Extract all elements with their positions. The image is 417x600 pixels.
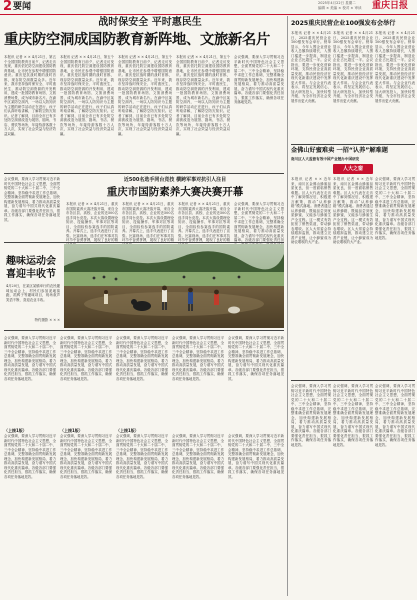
mid-col-3: 本报讯 记者 × × 4月21日，重庆市国防素养大赛决赛开幕，来自全市各区县、高校、企业的近500名选手同台竞技。本次大赛设置理论知识、技能操作、军事对抗等项目，全面检验参赛选手的国防素养。开幕式上，选手代表进行了宣誓。比赛现场，选手们在军事对抗环节中奋勇拼搏，展现了良好的精 xyxy=(178,202,230,242)
photo-bottom-divider xyxy=(4,330,284,331)
bottom-lower-col-3: 会议强调，要深入学习贯彻习近平新时代中国特色社会主义思想，全面贯彻党的二十大和二十届二中、三中全会精神，坚持稳中求进工作总基调，完整准确全面贯彻新发展理念，加快构建新发展格局，着力推动高质量发展，奋力谱写中国式现代化重庆篇章。各级各部门要强化责任担当，狠抓工作落实，确保各项任务落地见效。 xyxy=(116,434,168,479)
paper-name: 重庆日报 xyxy=(372,1,409,11)
editor-info: 编辑 × 美编 × 校对 × 审读 xyxy=(318,6,362,10)
news-photo xyxy=(64,244,284,328)
section-tag xyxy=(333,164,373,174)
section-name: 要闻 xyxy=(13,2,32,12)
page-number: 2 xyxy=(3,0,13,14)
lead-col-4: 本报讯 记者 × × 4月21日，第五个全国国防教育日前夕，记者走访发现，重庆依托防空洞建设国防教育基地，让市民在参观中增强国防意识。重庆是抗战时期的战时首都，现存防空洞数量众多。近年来，我市坚持战时保安全、平时惠民生，推动防空洞资源的开发利用，建成一批国防教育场馆、文旅消费场景，成为城市新名片。在渝中区某防空洞内，一场以人防知识为主题的研学活动正在进行，孩子们认真听取讲解，了解防空防灾知识。记者了解到，目前全市已有多处防空洞被改造为展馆、剧场、书店、餐饮等场所，年接待游客数十万人次，实现了社会效益与经济效益双赢。 xyxy=(176,55,230,136)
lead-col-5: 会议强调，要深入学习贯彻习近平新时代中国特色社会主义思想，全面贯彻党的二十大和二十届二中、三中全会精神，坚持稳中求进工作总基调，完整准确全面贯彻新发展理念，加快构建新发展格局，着力推动高质量发展，奋力谱写中国式现代化重庆篇章。各级各部门要强化责任担当，狠抓工作落实，确保各项任务落地见效。 xyxy=(234,55,284,104)
right-bottom-col-3: 会议强调，要深入学习贯彻习近平新时代中国特色社会主义思想，全面贯彻党的二十大和二十届二中、三中全会精神，坚持稳中求进工作总基调，完整准确全面贯彻新发展理念，加快构建新发展格局，着力推动高质量发展，奋力谱写中国式现代化重庆篇章。各级各部门要强化责任担当，狠抓工作落实，确保各项任务落地见效。 xyxy=(375,384,415,447)
date-info: 2025年4月22日 星期二 xyxy=(318,1,356,5)
right-mid-col-1: 本报讯 记者 × × 近年来，南川区金佛山蜂蜜品质优良，但一度面临销售难题。区人大代表在走访中了解到情况后，积极建言献策，推动“认养蜂箱”模式落地。消费者通过认养蜂箱，既能品尝到优质蜂蜜，又能参与蜂蜜生产全过程。这一模式有效拓宽了销售渠道，带动蜂农增收。区人大常委会持续跟踪监督，推动建立完善产业链，让小蜂蜜成为助农增收的大产业。 xyxy=(291,177,331,244)
right-section-rule xyxy=(287,16,288,596)
mid-col-4: 会议强调，要深入学习贯彻习近平新时代中国特色社会主义思想，全面贯彻党的二十大和二十届二中、三中全会精神，坚持稳中求进工作总基调，完整准确全面贯彻新发展理念，加快构建新发展格局，着力推动高质量发展，奋力谱写中国式现代化重庆篇章。各级各部门要强化责任担 xyxy=(234,202,284,242)
lead-headline: 重庆防空洞成国防教育新阵地、文旅新名片 xyxy=(4,32,270,48)
right-mid-subhead: 南川区人大监督有效中国产业链办中国研发 xyxy=(291,157,360,161)
lead-col-1: 本报讯 记者 × × 4月21日，第五个全国国防教育日前夕，记者走访发现，重庆依托防空洞建设国防教育基地，让市民在参观中增强国防意识。重庆是抗战时期的战时首都，现存防空洞数量众多。近年来，我市坚持战时保安全、平时惠民生，推动防空洞资源的开发利用，建成一批国防教育场馆、文旅消费场景，成为城市新名片。在渝中区某防空洞内，一场以人防知识为主题的研学活动正在进行，孩子们认真听取讲解，了解防空防灾知识。记者了解到，目前全市已有多处防空洞被改造为展馆、剧场、书店、餐饮等场所，年接待游客数十万人次，实现了社会效益与经济效益双赢。 xyxy=(4,55,56,136)
photo-credit: 特约摄影 × × × xyxy=(34,318,60,322)
right-top-col-2: 本报讯 记者 × × 4月21日，2025重庆民营企业100强发布会举行。榜单显示，今年入围企业营业收入总额持续增长，入围门槛进一步提高，制造业企业占比超过一半。会议指出，要进一步优化营商环境，支持民营企业高质量发展，推动民营经济在现代化新重庆建设中发挥更大作用。与会企业代表表示，将坚定发展信心，加大研发投入，加快转型升级，为全市经济社会发展作出更大贡献。 xyxy=(333,31,373,103)
right-top-col-1: 本报讯 记者 × × 4月21日，2025重庆民营企业100强发布会举行。榜单显示，今年入围企业营业收入总额持续增长，入围门槛进一步提高，制造业企业占比超过一半。会议指出，要进一步优化营商环境，支持民营企业高质量发展，推动民营经济在现代化新重庆建设中发挥更大作用。与会企业代表表示，将坚定发展信心，加大研发投入，加快转型升级，为全市经济社会发展作出更大贡献。 xyxy=(291,31,331,103)
right-top-col-3: 本报讯 记者 × × 4月21日，2025重庆民营企业100强发布会举行。榜单显示，今年入围企业营业收入总额持续增长，入围门槛进一步提高，制造业企业占比超过一半。会议指出，要进一步优化营商环境，支持民营企业高质量发展，推动民营经济在现代化新重庆建设中发挥更大作用。与会企业代表表示，将坚定发展信心，加大研发投入，加快转型升级，为全市经济社会发展作出更大贡献。 xyxy=(375,31,415,103)
masthead xyxy=(0,0,417,15)
right-mid-kicker: 金佛山好蜜难卖 一招“认养”解难题 xyxy=(291,147,388,154)
lead-col-2: 本报讯 记者 × × 4月21日，第五个全国国防教育日前夕，记者走访发现，重庆依托防空洞建设国防教育基地，让市民在参观中增强国防意识。重庆是抗战时期的战时首都，现存防空洞数量众多。近年来，我市坚持战时保安全、平时惠民生，推动防空洞资源的开发利用，建成一批国防教育场馆、文旅消费场景，成为城市新名片。在渝中区某防空洞内，一场以人防知识为主题的研学活动正在进行，孩子们认真听取讲解，了解防空防灾知识。记者了解到，目前全市已有多处防空洞被改造为展馆、剧场、书店、餐饮等场所，年接待游客数十万人次，实现了社会效益与经济效益双赢。 xyxy=(60,55,114,136)
bottom-lower-col-1: 会议强调，要深入学习贯彻习近平新时代中国特色社会主义思想，全面贯彻党的二十大和二十届二中、三中全会精神，坚持稳中求进工作总基调，完整准确全面贯彻新发展理念，加快构建新发展格局，着力推动高质量发展，奋力谱写中国式现代化重庆篇章。各级各部门要强化责任担当，狠抓工作落实，确保各项任务落地见效。 xyxy=(4,434,56,479)
bottom-lower-col-2: 会议强调，要深入学习贯彻习近平新时代中国特色社会主义思想，全面贯彻党的二十大和二十届二中、三中全会精神，坚持稳中求进工作总基调，完整准确全面贯彻新发展理念，加快构建新发展格局，着力推动高质量发展，奋力谱写中国式现代化重庆篇章。各级各部门要强化责任担当，狠抓工作落实，确保各项任务落地见效。 xyxy=(60,434,112,479)
photo-caption-title: 趣味运动会 喜迎丰收节 xyxy=(6,256,56,280)
continued-heading-1: （上接1版） xyxy=(4,428,27,433)
mid-headline: 重庆市国防素养大赛决赛开幕 xyxy=(106,186,244,198)
bottom-col-5: 会议强调，要深入学习贯彻习近平新时代中国特色社会主义思想，全面贯彻党的二十大和二十届二中、三中全会精神，坚持稳中求进工作总基调，完整准确全面贯彻新发展理念，加快构建新发展格局，着力推动高质量发展，奋力谱写中国式现代化重庆篇章。各级各部门要强化责任担当，狠抓工作落实，确保各项任务落地见效。 xyxy=(228,336,284,381)
right-top-headline: 2025重庆民营企业100强发布会举行 xyxy=(291,20,396,27)
bottom-col-1: 会议强调，要深入学习贯彻习近平新时代中国特色社会主义思想，全面贯彻党的二十大和二十届二中、三中全会精神，坚持稳中求进工作总基调，完整准确全面贯彻新发展理念，加快构建新发展格局，着力推动高质量发展，奋力谱写中国式现代化重庆篇章。各级各部门要强化责任担当，狠抓工作落实，确保各项任务落地见效。 xyxy=(4,336,56,381)
bottom-lower-col-4: 会议强调，要深入学习贯彻习近平新时代中国特色社会主义思想，全面贯彻党的二十大和二十届二中、三中全会精神，坚持稳中求进工作总基调，完整准确全面贯彻新发展理念，加快构建新发展格局，着力推动高质量发展，奋力谱写中国式现代化重庆篇章。各级各部门要强化责任担当，狠抓工作落实，确保各项任务落地见效。 xyxy=(172,434,224,479)
right-mid-col-2: 本报讯 记者 × × 近年来，南川区金佛山蜂蜜品质优良，但一度面临销售难题。区人大代表在走访中了解到情况后，积极建言献策，推动“认养蜂箱”模式落地。消费者通过认养蜂箱，既能品尝到优质蜂蜜，又能参与蜂蜜生产全过程。这一模式有效拓宽了销售渠道，带动蜂农增收。区人大常委会持续跟踪监督，推动建立完善产业链，让小蜂蜜成为助农增收的大产业。 xyxy=(333,177,373,244)
photo-caption-body: 4月20日，在某区某镇举行的农民趣味运动会上，村民们参加泥地赛跑、抓鸭子等趣味项目，现场欢声笑语不断，喜迎农业丰收。 xyxy=(6,284,60,302)
right-divider-2 xyxy=(291,380,415,381)
lead-kicker: 战时保安全 平时惠民生 xyxy=(98,17,202,28)
bottom-lower-col-5: 会议强调，要深入学习贯彻习近平新时代中国特色社会主义思想，全面贯彻党的二十大和二十届二中、三中全会精神，坚持稳中求进工作总基调，完整准确全面贯彻新发展理念，加快构建新发展格局，着力推动高质量发展，奋力谱写中国式现代化重庆篇章。各级各部门要强化责任担当，狠抓工作落实，确保各项任务落地见效。 xyxy=(228,434,284,479)
mid-col-2: 本报讯 记者 × × 4月21日，重庆市国防素养大赛决赛开幕，来自全市各区县、高校、企业的近500名选手同台竞技。本次大赛设置理论知识、技能操作、军事对抗等项目，全面检验参赛选手的国防素养。开幕式上，选手代表进行了宣誓。比赛现场，选手们在军事对抗环节中奋勇拼搏，展现了良好的精 xyxy=(122,202,174,242)
bottom-col-3: 会议强调，要深入学习贯彻习近平新时代中国特色社会主义思想，全面贯彻党的二十大和二十届二中、三中全会精神，坚持稳中求进工作总基调，完整准确全面贯彻新发展理念，加快构建新发展格局，着力推动高质量发展，奋力谱写中国式现代化重庆篇章。各级各部门要强化责任担当，狠抓工作落实，确保各项任务落地见效。 xyxy=(116,336,168,381)
left-col-mid: 会议强调，要深入学习贯彻习近平新时代中国特色社会主义思想，全面贯彻党的二十大和二十届二中、三中全会精神，坚持稳中求进工作总基调，完整准确全面贯彻新发展理念，加快构建新发展格局，着力推动高质量发展，奋力谱写中国式现代化重庆篇章。各级各部门要强化责任担当，狠抓工作落实，确保各项任务落地见效。 xyxy=(4,177,60,222)
continued-heading-2: （上接1版） xyxy=(60,428,83,433)
section-tag-label: 人大之窗 xyxy=(342,166,363,172)
right-mid-col-3: 会议强调，要深入学习贯彻习近平新时代中国特色社会主义思想，全面贯彻党的二十大和二十届二中、三中全会精神，坚持稳中求进工作总基调，完整准确全面贯彻新发展理念，加快构建新发展格局，着力推动高质量发展，奋力谱写中国式现代化重庆篇章。各级各部门要强化责任担当，狠抓工作落实，确保各项任务落地见效。 xyxy=(375,177,415,240)
photo-top-divider xyxy=(4,242,284,243)
photo-illustration xyxy=(64,244,284,328)
mid-kicker: 近500名选手同台竞技 横跨军事对抗引人注目 xyxy=(123,177,227,183)
right-bottom-col-2: 会议强调，要深入学习贯彻习近平新时代中国特色社会主义思想，全面贯彻党的二十大和二十届二中、三中全会精神，坚持稳中求进工作总基调，完整准确全面贯彻新发展理念，加快构建新发展格局，着力推动高质量发展，奋力谱写中国式现代化重庆篇章。各级各部门要强化责任担当，狠抓工作落实，确保各项任务落地见效。 xyxy=(333,384,373,447)
right-bottom-col-1: 会议强调，要深入学习贯彻习近平新时代中国特色社会主义思想，全面贯彻党的二十大和二十届二中、三中全会精神，坚持稳中求进工作总基调，完整准确全面贯彻新发展理念，加快构建新发展格局，着力推动高质量发展，奋力谱写中国式现代化重庆篇章。各级各部门要强化责任担当，狠抓工作落实，确保各项任务落地见效。 xyxy=(291,384,331,447)
lead-col-3: 本报讯 记者 × × 4月21日，第五个全国国防教育日前夕，记者走访发现，重庆依托防空洞建设国防教育基地，让市民在参观中增强国防意识。重庆是抗战时期的战时首都，现存防空洞数量众多。近年来，我市坚持战时保安全、平时惠民生，推动防空洞资源的开发利用，建成一批国防教育场馆、文旅消费场景，成为城市新名片。在渝中区某防空洞内，一场以人防知识为主题的研学活动正在进行，孩子们认真听取讲解，了解防空防灾知识。记者了解到，目前全市已有多处防空洞被改造为展馆、剧场、书店、餐饮等场所，年接待游客数十万人次，实现了社会效益与经济效益双赢。 xyxy=(118,55,172,136)
continued-heading-3: （上接1版） xyxy=(116,428,139,433)
right-divider-1 xyxy=(291,144,415,145)
bottom-col-4: 会议强调，要深入学习贯彻习近平新时代中国特色社会主义思想，全面贯彻党的二十大和二十届二中、三中全会精神，坚持稳中求进工作总基调，完整准确全面贯彻新发展理念，加快构建新发展格局，着力推动高质量发展，奋力谱写中国式现代化重庆篇章。各级各部门要强化责任担当，狠抓工作落实，确保各项任务落地见效。 xyxy=(172,336,224,381)
lead-divider xyxy=(4,173,284,174)
bottom-col-2: 会议强调，要深入学习贯彻习近平新时代中国特色社会主义思想，全面贯彻党的二十大和二十届二中、三中全会精神，坚持稳中求进工作总基调，完整准确全面贯彻新发展理念，加快构建新发展格局，着力推动高质量发展，奋力谱写中国式现代化重庆篇章。各级各部门要强化责任担当，狠抓工作落实，确保各项任务落地见效。 xyxy=(60,336,112,381)
mid-col-1: 本报讯 记者 × × 4月21日，重庆市国防素养大赛决赛开幕，来自全市各区县、高校、企业的近500名选手同台竞技。本次大赛设置理论知识、技能操作、军事对抗等项目，全面检验参赛选手的国防素养。开幕式上，选手代表进行了宣誓。比赛现场，选手们在军事对抗环节中奋勇拼搏，展现了良好的精 xyxy=(66,202,118,242)
